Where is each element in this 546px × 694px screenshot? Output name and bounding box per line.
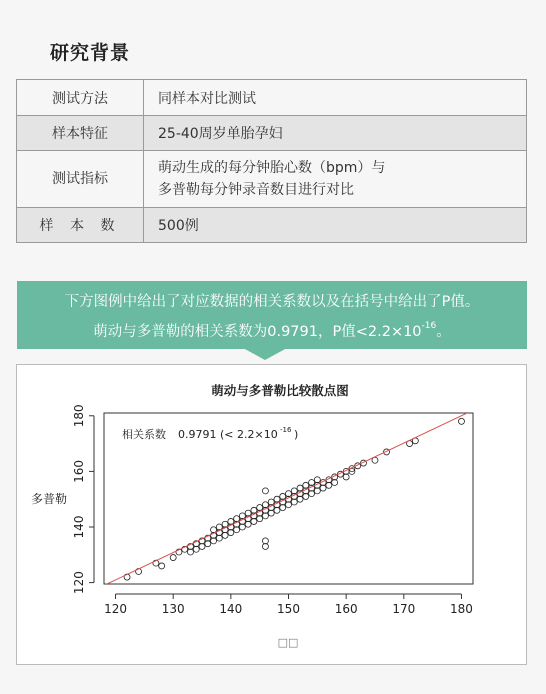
data-point — [211, 538, 217, 544]
data-point — [222, 521, 228, 527]
table-row — [17, 116, 527, 151]
data-point — [332, 480, 338, 486]
x-tick-label: 170 — [392, 602, 416, 616]
data-point — [268, 499, 274, 505]
data-point — [303, 482, 309, 488]
y-tick-label: 120 — [72, 571, 86, 595]
x-tick-label: 140 — [219, 602, 243, 616]
banner-text: 萌动与多普勒的相关系数为0.9791，P值<2.2×10 — [93, 324, 422, 340]
data-point — [193, 546, 199, 552]
data-point — [245, 521, 251, 527]
x-tick-label: 160 — [334, 602, 358, 616]
data-point — [280, 493, 286, 499]
banner-line-1: 下方图例中给出了对应数据的相关系数以及在括号中给出了P值。 — [64, 294, 480, 310]
x-axis — [104, 594, 473, 616]
table-row — [17, 208, 527, 243]
banner-arrow — [243, 348, 287, 360]
data-point — [280, 505, 286, 511]
data-point — [262, 538, 268, 544]
y-axis — [72, 404, 94, 594]
data-point — [262, 488, 268, 494]
data-point — [286, 491, 292, 497]
banner-suffix: 。 — [436, 324, 451, 340]
data-point — [314, 488, 320, 494]
data-point — [228, 518, 234, 524]
y-tick-label: 180 — [72, 404, 86, 428]
scatter-chart-card — [16, 364, 527, 665]
row-key: 样 本 数 — [17, 208, 144, 243]
row-value: 500例 — [144, 208, 527, 243]
data-point — [228, 530, 234, 536]
data-point — [343, 474, 349, 480]
annotation-value: 0.9791 (< 2.2×10 — [178, 428, 278, 441]
chart-title: 萌动与多普勒比较散点图 — [211, 383, 349, 398]
data-point — [297, 485, 303, 491]
x-tick-label: 150 — [277, 602, 300, 616]
banner-line-2 — [17, 314, 527, 344]
row-value — [144, 151, 527, 208]
data-point — [159, 563, 165, 569]
data-point — [309, 491, 315, 497]
data-point — [251, 518, 257, 524]
data-points — [124, 418, 464, 580]
annotation-suffix: ) — [294, 428, 299, 441]
data-point — [268, 510, 274, 516]
data-point — [199, 543, 205, 549]
data-point — [239, 524, 245, 530]
data-point — [309, 480, 315, 486]
data-point — [239, 513, 245, 519]
table-row — [17, 151, 527, 208]
data-point — [251, 507, 257, 513]
data-point — [291, 499, 297, 505]
info-banner — [17, 281, 527, 349]
scatter-chart — [17, 365, 526, 664]
y-tick-label: 140 — [72, 515, 86, 539]
y-tick-label: 160 — [72, 459, 86, 483]
data-point — [262, 543, 268, 549]
data-point — [187, 549, 193, 555]
row-value: 25-40周岁单胎孕妇 — [144, 116, 527, 151]
data-point — [262, 502, 268, 508]
data-point — [286, 502, 292, 508]
data-point — [314, 477, 320, 483]
data-point — [291, 488, 297, 494]
data-point — [458, 418, 464, 424]
data-point — [216, 535, 222, 541]
annotation-exponent: -16 — [280, 426, 292, 434]
data-point — [297, 496, 303, 502]
x-tick-label: 120 — [104, 602, 127, 616]
row-key: 测试指标 — [17, 151, 144, 208]
x-tick-label: 180 — [450, 602, 473, 616]
banner-exponent: -16 — [421, 321, 437, 331]
data-point — [234, 516, 240, 522]
data-point — [274, 496, 280, 502]
data-point — [326, 482, 332, 488]
data-point — [303, 493, 309, 499]
table-row — [17, 80, 527, 116]
correlation-annotation — [122, 426, 298, 441]
y-axis-label: 多普勒 — [31, 492, 68, 506]
data-point — [205, 541, 211, 547]
row-value-line: 萌动生成的每分钟胎心数（bpm）与 — [158, 160, 386, 176]
row-key: 测试方法 — [17, 80, 144, 116]
annotation-label: 相关系数 — [122, 428, 166, 441]
x-axis-label: □□ — [277, 636, 299, 649]
data-point — [170, 555, 176, 561]
data-point — [274, 507, 280, 513]
data-point — [320, 485, 326, 491]
data-point — [234, 527, 240, 533]
page-title: 研究背景 — [50, 42, 131, 64]
x-tick-label: 130 — [161, 602, 185, 616]
row-value: 同样本对比测试 — [144, 80, 527, 116]
row-key: 样本特征 — [17, 116, 144, 151]
row-value-line: 多普勒每分钟录音数目进行对比 — [158, 182, 354, 198]
test-info-table — [16, 79, 527, 243]
data-point — [222, 532, 228, 538]
data-point — [262, 513, 268, 519]
data-point — [245, 510, 251, 516]
data-point — [257, 516, 263, 522]
data-point — [257, 505, 263, 511]
